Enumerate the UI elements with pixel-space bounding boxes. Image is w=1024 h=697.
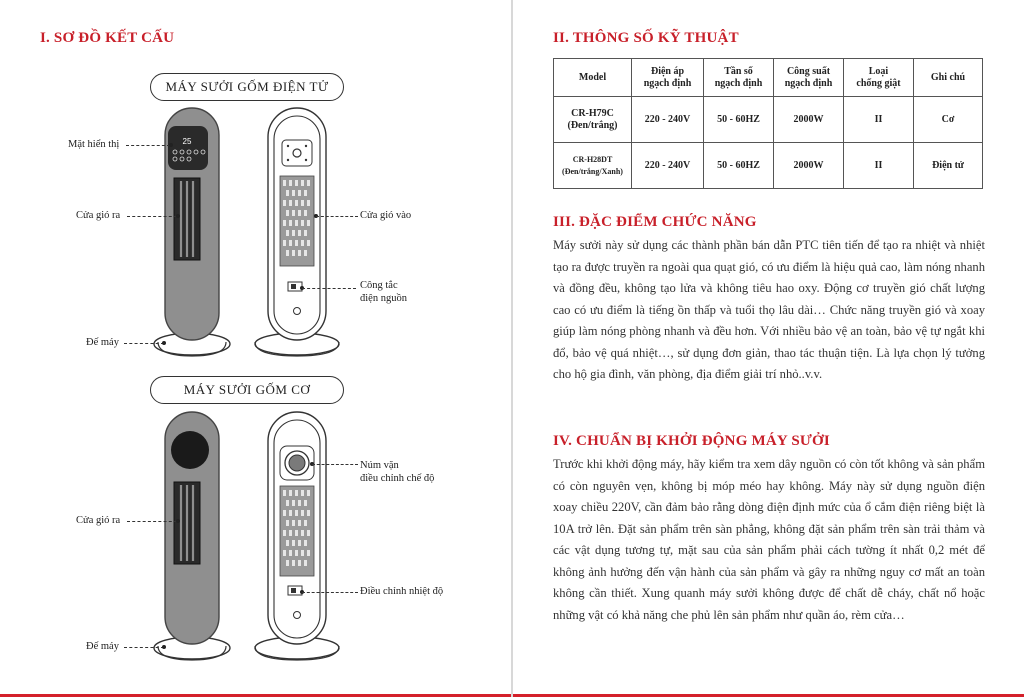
- cell-model: CR-H79C (Đen/trắng): [554, 97, 632, 143]
- leader-air-outlet-mechanical: [127, 521, 177, 522]
- cell-frequency: 50 - 60HZ: [704, 143, 774, 189]
- mechanical-heater-front-illustration: [152, 410, 232, 662]
- prep-section-title: IV. CHUẨN BỊ KHỞI ĐỘNG MÁY SƯỞI: [553, 433, 830, 449]
- header-power: Công suất ngạch định: [774, 59, 844, 97]
- leader-base-electronic: [124, 343, 164, 344]
- leader-mode-knob: [312, 464, 358, 465]
- leader-air-outlet-electronic: [127, 216, 177, 217]
- display-digits: 25: [182, 137, 192, 146]
- table-row: [554, 97, 983, 143]
- label-air-inlet: Cửa gió vào: [360, 210, 412, 221]
- leader-air-inlet: [316, 216, 358, 217]
- cell-note: Cơ: [914, 97, 983, 143]
- header-voltage: Điện áp ngạch định: [632, 59, 704, 97]
- label-base-electronic: Đế máy: [86, 337, 119, 348]
- cell-class: II: [844, 97, 914, 143]
- leader-dot-air-outlet-electronic: [176, 214, 180, 218]
- mechanical-heater-back-illustration: [252, 410, 342, 662]
- label-temperature: Điều chỉnh nhiệt độ: [360, 586, 444, 597]
- cell-voltage: 220 - 240V: [632, 143, 704, 189]
- label-power-switch-line2: điện nguồn: [360, 293, 407, 304]
- cell-power: 2000W: [774, 143, 844, 189]
- leader-dot-display: [169, 143, 173, 147]
- left-page: [0, 0, 511, 697]
- header-class: Loại chống giật: [844, 59, 914, 97]
- label-air-outlet-electronic: Cửa gió ra: [76, 210, 121, 221]
- prep-paragraph: Trước khi khởi động máy, hãy kiểm tra xem dây nguồn có còn tốt không và sản phẩm có còn nguyên vẹn, không bị móp méo hay không. Máy này sử dụng nguồn điện xoay chiều 220V, cần đảm bảo rằng dòng điện định mức của ổ cắm điện riêng biệt là 10A trở lên. Đặt sản phẩm trên sàn phẳng, không đặt sản phẩm trên sàn trải thảm và các vật dụng tương tự, mặt sau của sản phẩm phải cách tường ít nhất 0,2 mét để không ảnh hưởng đến vận hành của sản phẩm và gây ra những nguy cơ mất an toàn không cần thiết. Xung quanh máy sưởi không được để chất dễ cháy, chất nổ hoặc những vật có khả năng che phủ lên sản phẩm như quần áo, rèm cửa…: [553, 457, 985, 622]
- label-power-switch-line1: Công tắc: [360, 280, 398, 291]
- leader-display: [126, 145, 170, 146]
- label-display: Mặt hiển thị: [68, 139, 120, 150]
- label-mode-knob-line1: Núm vặn: [360, 460, 399, 471]
- label-base-mechanical: Đế máy: [86, 641, 119, 652]
- leader-dot-base-mechanical: [162, 645, 166, 649]
- leader-temperature: [302, 592, 358, 593]
- leader-dot-air-outlet-mechanical: [176, 519, 180, 523]
- electronic-heater-front-illustration: [152, 106, 232, 358]
- header-note: Ghi chú: [914, 59, 983, 97]
- cell-class: II: [844, 143, 914, 189]
- leader-dot-base-electronic: [162, 341, 166, 345]
- cell-model: CR-H28DT (Đen/trắng/Xanh): [554, 143, 632, 189]
- right-page: [513, 0, 1024, 697]
- label-mode-knob-line2: điều chỉnh chế độ: [360, 473, 435, 484]
- label-power-switch: [360, 279, 407, 305]
- cell-frequency: 50 - 60HZ: [704, 97, 774, 143]
- label-mode-knob: [360, 459, 434, 485]
- spec-table: [553, 58, 983, 189]
- structure-section-title: I. SƠ ĐỒ KẾT CẤU: [40, 30, 175, 46]
- spec-table-header-row: [554, 59, 983, 97]
- spec-section-title: II. THÔNG SỐ KỸ THUẬT: [553, 30, 739, 46]
- electronic-heater-back-illustration: [252, 106, 342, 358]
- label-air-outlet-mechanical: Cửa gió ra: [76, 515, 121, 526]
- cell-voltage: 220 - 240V: [632, 97, 704, 143]
- header-model: Model: [554, 59, 632, 97]
- leader-base-mechanical: [124, 647, 164, 648]
- cell-power: 2000W: [774, 97, 844, 143]
- cell-note: Điện tử: [914, 143, 983, 189]
- mechanical-heater-title: MÁY SƯỞI GỐM CƠ: [150, 376, 344, 404]
- table-row: [554, 143, 983, 189]
- leader-power-switch: [302, 288, 356, 289]
- electronic-heater-title: MÁY SƯỞI GỐM ĐIỆN TỬ: [150, 73, 344, 101]
- features-section-title: III. ĐẶC ĐIỂM CHỨC NĂNG: [553, 214, 757, 230]
- features-paragraph: Máy sưởi này sử dụng các thành phần bán dẫn PTC tiên tiến để tạo ra nhiệt và nhiệt tạo ra được truyền ra ngoài qua quạt gió, có ưu điểm là hiệu quả cao, làm nóng nhanh và đồng đều, không tạo lửa và không tiêu hao oxy. Động cơ truyền gió chất lượng cao có ưu điểm là tiếng ồn thấp và tuổi thọ lâu dài… Chức năng truyền gió và xoay giúp làm nóng phòng nhanh và đều hơn. Với nhiều bảo vệ an toàn, bảo vệ tự ngắt khi đổ, bảo vệ quá nhiệt…, sử dụng đơn giản, thao tác thuận tiện. Là lựa chọn lý tưởng cho hộ gia đình, văn phòng, địa điểm giải trí nhỏ..v.v.: [553, 238, 985, 381]
- header-frequency: Tần số ngạch định: [704, 59, 774, 97]
